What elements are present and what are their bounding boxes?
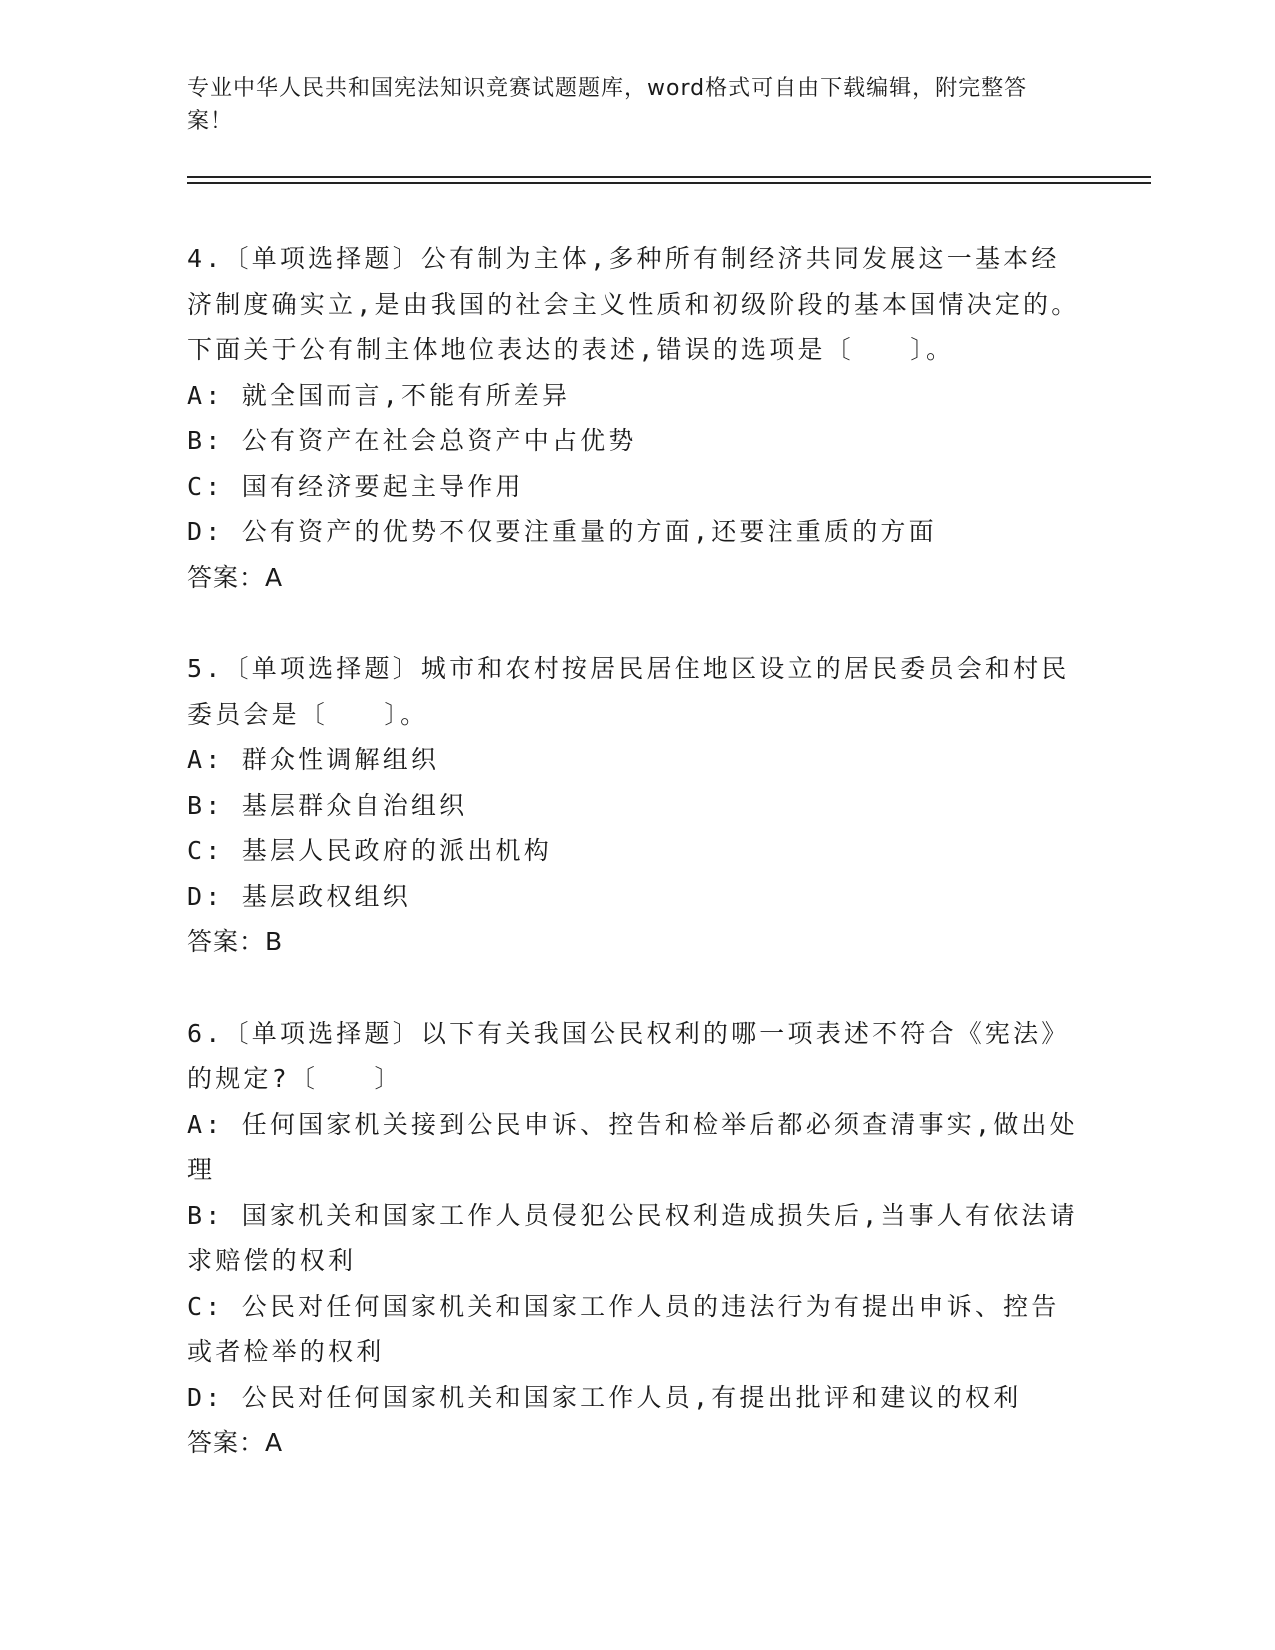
header-rule-top — [187, 176, 1151, 178]
answer-line: 答案：A — [187, 1428, 284, 1457]
option-a: A: 任何国家机关接到公民申诉、控告和检举后都必须查清事实,做出处理 — [187, 1109, 1078, 1184]
option-b: B: 基层群众自治组织 — [187, 790, 468, 820]
document-header — [187, 72, 1067, 138]
option-d: D: 公有资产的优势不仅要注重量的方面,还要注重质的方面 — [187, 517, 937, 546]
option-a: A: 群众性调解组织 — [187, 745, 440, 774]
question-list — [187, 236, 1087, 1512]
question-stem: 4.〔单项选择题〕公有制为主体,多种所有制经济共同发展这一基本经济制度确实立,是由我国的社会主义性质和初级阶段的基本国情决定的。下面关于公有制主体地位表达的表述,错误的选项是〔 〕。 — [187, 244, 1080, 364]
answer-line: 答案：A — [187, 562, 284, 592]
header-title: 专业中华人民共和国宪法知识竞赛试题题库，word格式可自由下载编辑，附完整答案！ — [187, 76, 1028, 134]
option-c: C: 国有经济要起主导作用 — [187, 471, 524, 501]
option-d: D: 公民对任何国家机关和国家工作人员,有提出批评和建议的权利 — [187, 1382, 1022, 1412]
option-d: D: 基层政权组织 — [187, 881, 411, 911]
answer-line: 答案：B — [187, 927, 284, 956]
option-c: C: 基层人民政府的派出机构 — [187, 836, 552, 865]
option-a: A: 就全国而言,不能有所差异 — [187, 380, 571, 410]
option-b: B: 国家机关和国家工作人员侵犯公民权利造成损失后,当事人有依法请求赔偿的权利 — [187, 1200, 1078, 1275]
question-item — [187, 646, 1087, 965]
question-item — [187, 1011, 1087, 1466]
option-c: C: 公民对任何国家机关和国家工作人员的违法行为有提出申诉、控告或者检举的权利 — [187, 1291, 1060, 1366]
question-item — [187, 236, 1087, 600]
option-b: B: 公有资产在社会总资产中占优势 — [187, 426, 637, 455]
question-stem: 6.〔单项选择题〕以下有关我国公民权利的哪一项表述不符合《宪法》的规定?〔 〕 — [187, 1018, 1070, 1093]
question-stem: 5.〔单项选择题〕城市和农村按居民居住地区设立的居民委员会和村民委员会是〔 〕。 — [187, 654, 1070, 729]
header-rule-bottom — [187, 182, 1151, 184]
